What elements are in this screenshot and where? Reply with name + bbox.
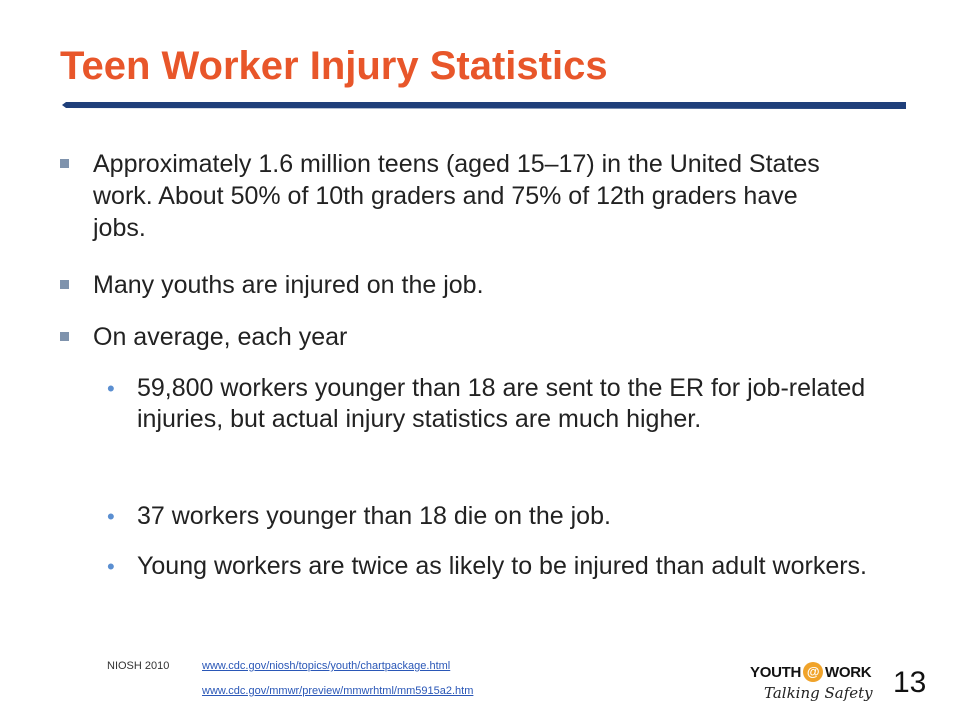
logo-word-youth: YOUTH [750,663,802,681]
source-citation: NIOSH 2010 [107,660,170,672]
sub-bullet-item [107,501,897,532]
mmwr-link[interactable]: www.cdc.gov/mmwr/preview/mmwrhtml/mm5915a2.htm [202,685,474,697]
square-bullet-icon [60,159,69,168]
page-number: 13 [893,666,927,699]
bullet-text: On average, each year [93,323,348,351]
chartpackage-link[interactable]: www.cdc.gov/niosh/topics/youth/chartpackage.html [202,660,451,672]
logo-word-work: WORK [825,663,872,681]
round-bullet-icon: • [107,504,115,529]
logo-tagline: Talking Safety [764,684,873,702]
bullet-item [93,269,853,301]
title-underline [62,100,906,110]
square-bullet-icon [60,280,69,289]
youth-at-work-logo [750,662,880,708]
slide-title: Teen Worker Injury Statistics [60,44,608,88]
bullet-item [93,148,853,244]
sub-bullet-item [107,373,897,435]
bullet-text: Approximately 1.6 million teens (aged 15–17) in the United States work. About 50% of 10th graders and 75% of 12th graders have jobs. [93,150,820,242]
at-symbol-icon: @ [803,662,823,682]
sub-bullet-item [107,551,897,582]
sub-bullet-text: 37 workers younger than 18 die on the job. [137,502,611,530]
sub-bullet-text: 59,800 workers younger than 18 are sent to the ER for job-related injuries, but actual injury statistics are much higher. [137,374,866,433]
bullet-item [93,321,853,353]
round-bullet-icon: • [107,554,115,579]
round-bullet-icon: • [107,376,115,401]
bullet-text: Many youths are injured on the job. [93,271,484,299]
sub-bullet-text: Young workers are twice as likely to be injured than adult workers. [137,552,868,580]
square-bullet-icon [60,332,69,341]
